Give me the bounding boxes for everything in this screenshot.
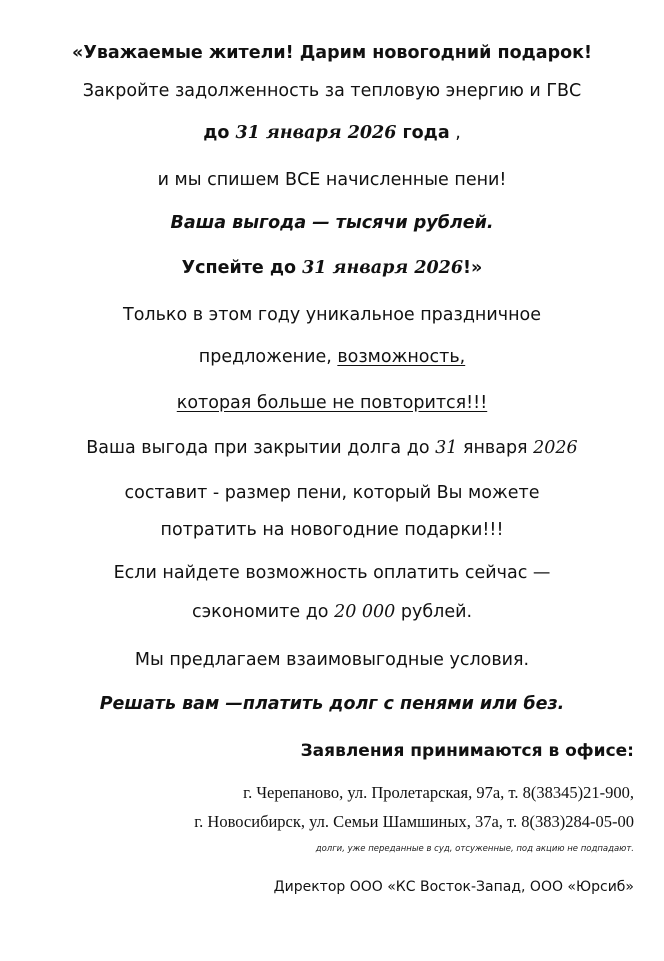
benefit-line: Ваша выгода — тысячи рублей. <box>170 213 494 233</box>
court-debts-note: долги, уже переданные в суд, отсуженные, под акцию не подпадают. <box>315 844 634 854</box>
economy-amount: 20 000 <box>334 602 396 622</box>
deadline-comma: , <box>449 123 461 143</box>
deadline-year-word: года <box>396 123 450 143</box>
economy-suffix: рублей. <box>395 602 473 622</box>
director-signature: Директор ООО «КС Восток-Запад, ООО «Юрсиб» <box>273 879 634 895</box>
conditions-line: Мы предлагаем взаимовыгодные условия. <box>134 650 530 670</box>
offer-line-2 <box>0 345 664 369</box>
office-heading: Заявления принимаются в офисе: <box>300 741 634 761</box>
decide-line: Решать вам —платить долг с пенями или без. <box>99 694 565 714</box>
deadline-prefix: до <box>203 123 236 143</box>
deadline-date: 31 января 2026 <box>235 123 397 143</box>
debt-line: Закройте задолженность за тепловую энергию и ГВС <box>82 81 582 101</box>
address-cherepanovo: г. Черепаново, ул. Пролетарская, 97а, т. 8(38345)21-900, <box>243 783 634 802</box>
hurry-line <box>0 256 664 280</box>
savings-line-3: потратить на новогодние подарки!!! <box>160 520 504 540</box>
deadline-line <box>0 121 664 145</box>
hurry-date: 31 января 2026 <box>302 258 464 278</box>
offer-line-3: которая больше не повторится!!! <box>176 393 488 413</box>
savings-year: 2026 <box>533 438 578 458</box>
savings-month: января <box>457 438 534 458</box>
address-novosibirsk: г. Новосибирск, ул. Семьи Шамшиных, 37а, т. 8(383)284-05-00 <box>194 812 634 831</box>
pay-now-line: Если найдете возможность оплатить сейчас — <box>113 563 551 583</box>
hurry-suffix: !» <box>463 258 483 278</box>
economy-line <box>0 600 664 624</box>
savings-prefix: Ваша выгода при закрытии долга до <box>86 438 436 458</box>
savings-line-1 <box>0 436 664 460</box>
savings-day: 31 <box>435 438 458 458</box>
savings-line-2: составит - размер пени, который Вы можете <box>124 483 540 503</box>
offer-line-1: Только в этом году уникальное праздничное <box>123 305 541 325</box>
hurry-prefix: Успейте до <box>181 258 303 278</box>
offer-prefix: предложение, <box>198 347 338 367</box>
greeting-line: «Уважаемые жители! Дарим новогодний подарок! <box>72 43 592 63</box>
penalty-line: и мы спишем ВСЕ начисленные пени! <box>157 170 507 190</box>
offer-opportunity: возможность, <box>337 347 466 367</box>
economy-prefix: сэкономите до <box>191 602 335 622</box>
